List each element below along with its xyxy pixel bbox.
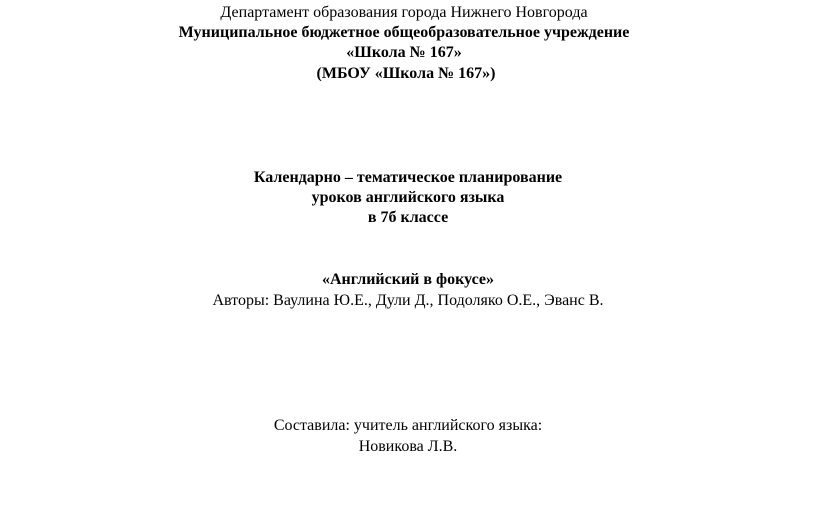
compiler-name: Новикова Л.В. (358, 438, 458, 455)
compiler-role: Составила: учитель английского языка: (273, 417, 543, 434)
document-title-line-2: уроков английского языка (311, 189, 505, 206)
document-title-line-3: в 7б классе (367, 209, 449, 226)
textbook-authors: Авторы: Ваулина Ю.Е., Дули Д., Подоляко О.Е., Эванс В. (212, 292, 604, 309)
department-name: Департамент образования города Нижнего Новгорода (220, 4, 588, 21)
institution-name: Муниципальное бюджетное общеобразовательное учреждение (178, 24, 630, 41)
school-short-name: (МБОУ «Школа № 167») (316, 65, 496, 82)
document-title-line-1: Календарно – тематическое планирование (253, 169, 563, 186)
textbook-name: «Английский в фокусе» (321, 271, 494, 288)
school-name: «Школа № 167» (346, 44, 462, 61)
